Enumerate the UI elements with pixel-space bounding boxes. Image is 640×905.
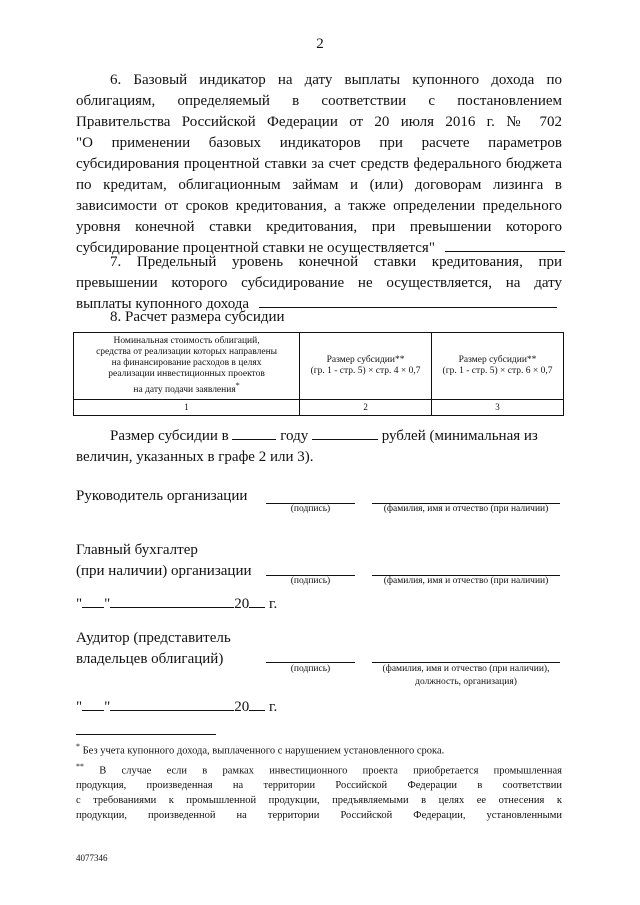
footnote-mark: *	[76, 742, 80, 751]
header-line: Размер субсидии**	[326, 355, 405, 365]
subsidy-text: году	[280, 428, 309, 444]
accountant-sign-caption: (подпись)	[290, 576, 331, 586]
footnote-2-line	[76, 759, 562, 779]
subsidy-amount-line-2: величин, указанных в графе 2 или 3).	[76, 449, 314, 465]
header-line: реализации инвестиционных проектов	[108, 368, 265, 379]
date-day-blank[interactable]	[82, 594, 104, 608]
footnote-2-line: продукции, произведенной на территории Российской Федерации, установленными	[76, 810, 562, 821]
item-6-line: по кредитам, облигационным займам и (или) договорам лизинга в	[76, 177, 562, 193]
item-7-line: 7. Предельный уровень конечной ставки кредитования, при	[110, 254, 562, 270]
header-line: на дату подачи заявления	[133, 385, 236, 396]
item-7-fill-blank[interactable]	[259, 294, 557, 308]
table-header-subsidy-1	[300, 333, 432, 400]
item-6-line: Правительства Российской Федерации от 20 июля 2016 г. № 702	[76, 114, 562, 130]
item-6-line: субсидирования процентной ставки за счет средств федерального бюджета	[76, 156, 562, 172]
item-6-paragraph	[76, 70, 562, 259]
header-line: (гр. 1 - стр. 5) × стр. 4 × 0,7	[310, 366, 421, 376]
date-line-2	[76, 697, 277, 718]
date-line-1	[76, 594, 277, 615]
date-month-blank[interactable]	[110, 697, 234, 711]
quote-mark: "	[104, 699, 111, 715]
footnotes	[76, 739, 562, 823]
item-6-line: облигациям, определяемый в соответствии с постановлением	[76, 93, 562, 109]
footnote-separator	[76, 734, 216, 735]
item-6-line: уровня конечной ставки кредитования, при превышении которого	[76, 219, 562, 235]
accountant-name-caption: (фамилия, имя и отчество (при наличии)	[383, 576, 549, 586]
footnote-mark: **	[76, 761, 84, 771]
document-id: 4077346	[76, 853, 108, 863]
table-header-subsidy-2	[432, 333, 564, 400]
item-8-title: 8. Расчет размера субсидии	[110, 309, 285, 325]
header-line: на финансирование расходов в целях	[111, 357, 262, 368]
auditor-signature-line[interactable]	[266, 661, 355, 663]
subsidy-month-blank[interactable]	[232, 426, 276, 440]
item-6-fill-blank[interactable]	[445, 238, 565, 252]
item-6-line: 6. Базовый индикатор на дату выплаты купонного дохода по	[110, 72, 562, 88]
accountant-label-2: (при наличии) организации	[76, 563, 252, 579]
subsidy-text: рублей (минимальная из	[381, 428, 538, 444]
head-sign-caption: (подпись)	[290, 504, 331, 514]
date-suffix: г.	[269, 596, 278, 612]
header-line: Размер субсидии**	[458, 355, 537, 365]
quote-mark: "	[76, 699, 83, 715]
footnote-marker: *	[235, 380, 240, 390]
header-line: (гр. 1 - стр. 5) × стр. 6 × 0,7	[442, 366, 553, 376]
accountant-label-1: Главный бухгалтер	[76, 542, 198, 558]
header-line: Номинальная стоимость облигаций,	[113, 335, 260, 346]
date-year-blank[interactable]	[249, 697, 265, 711]
subsidy-amount-line	[110, 426, 562, 447]
date-suffix: г.	[269, 699, 278, 715]
auditor-name-caption-2: должность, организация)	[415, 677, 517, 687]
item-6-line: "О применении базовых индикаторов при расчете параметров	[76, 135, 562, 151]
auditor-name-line[interactable]	[372, 661, 560, 663]
item-6-line: зависимости от сроков кредитования, а также определении предельного	[76, 198, 562, 214]
item-7-paragraph	[76, 252, 562, 315]
column-number: 1	[74, 400, 300, 416]
date-month-blank[interactable]	[110, 594, 234, 608]
head-label: Руководитель организации	[76, 488, 248, 504]
date-day-blank[interactable]	[82, 697, 104, 711]
column-number: 3	[432, 400, 564, 416]
page-number: 2	[316, 36, 324, 52]
footnote-text: В случае если в рамках инвестиционного проекта приобретается промышленная	[99, 765, 563, 776]
subsidy-table	[73, 332, 564, 416]
date-year-prefix: 20	[234, 596, 250, 612]
date-year-prefix: 20	[234, 699, 250, 715]
date-year-blank[interactable]	[249, 594, 265, 608]
footnote-2-line: продукция, произведенная на территории Российской Федерации в соответствии	[76, 780, 562, 791]
head-name-caption: (фамилия, имя и отчество (при наличии)	[383, 504, 549, 514]
quote-mark: "	[76, 596, 83, 612]
column-number: 2	[300, 400, 432, 416]
subsidy-year-blank[interactable]	[312, 426, 378, 440]
auditor-name-caption-1: (фамилия, имя и отчество (при наличии),	[382, 664, 550, 674]
auditor-label-2: владельцев облигаций)	[76, 651, 224, 667]
header-line: средства от реализации которых направлены	[96, 346, 278, 357]
item-7-line: выплаты купонного дохода	[76, 296, 250, 312]
auditor-label-1: Аудитор (представитель	[76, 630, 231, 646]
item-7-line: превышении которого субсидирование не осуществляется, на дату	[76, 275, 562, 291]
footnote-1	[76, 739, 562, 759]
auditor-sign-caption: (подпись)	[290, 664, 331, 674]
table-header-nominal	[74, 333, 300, 400]
item-6-line: субсидирование процентной ставки не осуществляется"	[76, 240, 435, 256]
footnote-2-line: с требованиями к промышленной продукции, предъявляемыми в целях ее отнесения к	[76, 795, 562, 806]
subsidy-text: Размер субсидии в	[110, 428, 229, 444]
footnote-text: Без учета купонного дохода, выплаченного с нарушением установленного срока.	[82, 745, 445, 757]
quote-mark: "	[104, 596, 111, 612]
